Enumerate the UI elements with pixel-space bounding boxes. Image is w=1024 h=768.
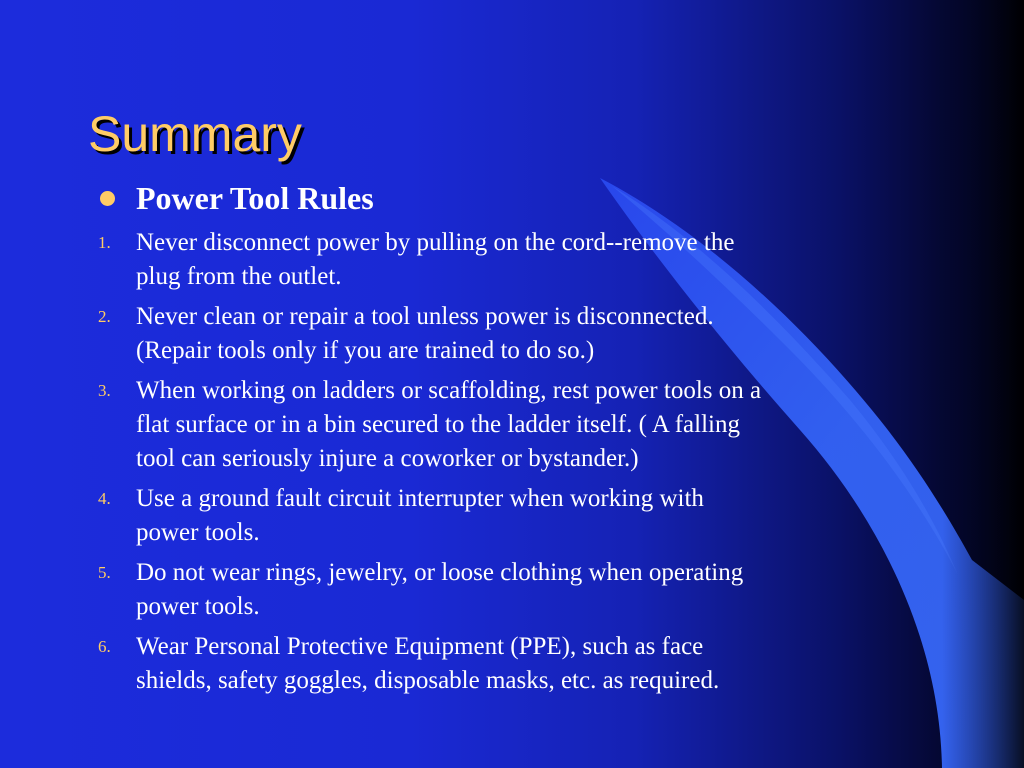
rule-text-line: When working on ladders or scaffolding, rest power tools on a <box>136 377 762 404</box>
rule-text-line: power tools. <box>136 519 260 546</box>
rule-text-line: plug from the outlet. <box>136 263 342 290</box>
rule-number: 4. <box>98 489 111 508</box>
rule-item <box>98 482 938 550</box>
section-heading-text: Power Tool Rules <box>136 180 374 216</box>
rule-text-line: power tools. <box>136 593 260 620</box>
rule-item <box>98 556 938 624</box>
rule-text-line: Wear Personal Protective Equipment (PPE), such as face <box>136 633 704 660</box>
rule-text-line: Never disconnect power by pulling on the cord--remove the <box>136 229 735 256</box>
rule-text-line: tool can seriously injure a coworker or bystander.) <box>136 445 639 472</box>
rule-number: 5. <box>98 563 111 582</box>
rule-item <box>98 300 938 368</box>
bullet-dot-icon <box>100 191 115 206</box>
rule-text-line: (Repair tools only if you are trained to do so.) <box>136 337 595 364</box>
rule-number: 2. <box>98 307 111 326</box>
rule-text-line: Use a ground fault circuit interrupter when working with <box>136 485 704 512</box>
rule-item <box>98 226 938 294</box>
rule-item <box>98 630 938 698</box>
rule-text-line: shields, safety goggles, disposable masks, etc. as required. <box>136 667 720 694</box>
rule-text-line: Never clean or repair a tool unless power is disconnected. <box>136 303 714 330</box>
section-heading <box>98 176 938 220</box>
slide-title: Summary <box>88 106 302 162</box>
rule-number: 3. <box>98 381 111 400</box>
rule-text-line: flat surface or in a bin secured to the ladder itself. ( A falling <box>136 411 740 438</box>
rule-item <box>98 374 938 476</box>
right-dark-edge <box>942 0 1024 768</box>
rules-list <box>98 226 938 698</box>
rule-text-line: Do not wear rings, jewelry, or loose clothing when operating <box>136 559 744 586</box>
rule-number: 1. <box>98 233 111 252</box>
rule-number: 6. <box>98 637 111 656</box>
slide-content <box>98 176 938 704</box>
